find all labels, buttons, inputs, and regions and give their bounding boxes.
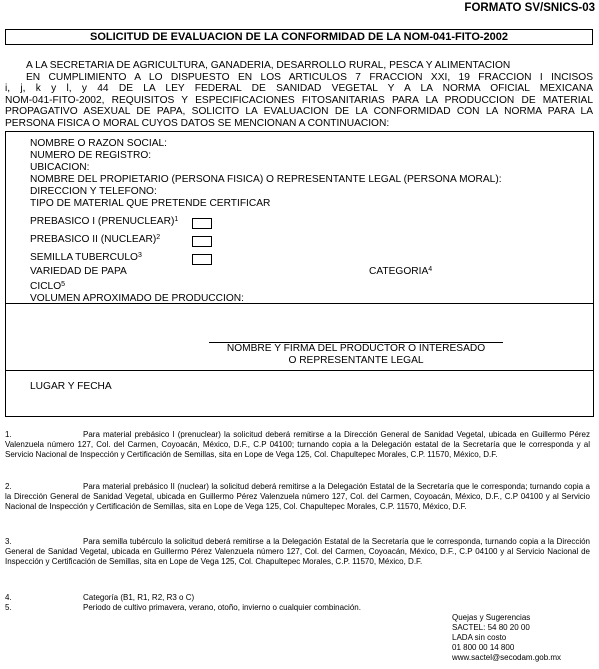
intro-line-5: PROPAGATIVO ASEXUAL DE PAPA, SOLICITO LA EVALUACION DE LA CONFORMIDAD CON LA NORMA PARA LA (5, 106, 593, 118)
formato-code: FORMATO SV/SNICS-03 (464, 2, 595, 14)
field-variedad-papa[interactable]: VARIEDAD DE PAPA (30, 266, 127, 277)
contact-line: SACTEL: 54 80 20 00 (452, 623, 530, 632)
footnote-1: 1. Para material prebásico I (prenuclear) la solicitud deberá remitirse a la Dirección General de Sanidad Vegetal, ubicada en Guillermo Pérez Valenzuela número 127, Col. del Carmen, Coyoacán, México, D.F., C.P 04100; turnando copia a la Delegación estatal de la Secretaría que le corresponda y al Servicio Nacional de Inspección y Certificación de Semillas, sita en Lope de Vega 125, Col. Chapultepec Morales, C.P. 11570, México, D.F. (5, 430, 590, 459)
contact-line: Quejas y Sugerencias (452, 613, 531, 622)
checkbox-prebasico-2[interactable] (192, 236, 212, 247)
contact-email-link[interactable]: www.sactel@secodam.gob.mx (452, 653, 562, 662)
field-direccion[interactable]: DIRECCION Y TELEFONO: (30, 186, 157, 197)
checkbox-semilla-tuberculo[interactable] (192, 254, 212, 265)
field-lugar-fecha[interactable]: LUGAR Y FECHA (30, 381, 112, 392)
footnote-4: 4. Categoría (B1, R1, R2, R3 o C) (5, 593, 195, 602)
intro-line-1: A LA SECRETARIA DE AGRICULTURA, GANADERIA, DESARROLLO RURAL, PESCA Y ALIMENTACION (26, 60, 511, 71)
application-form (5, 131, 594, 417)
form-divider (6, 370, 593, 371)
field-tipo-material: TIPO DE MATERIAL QUE PRETENDE CERTIFICAR (30, 198, 271, 209)
intro-line-4: NOM-041-FITO-2002, REQUISITOS Y ESPECIFICACIONES FITOSANITARIAS PARA LA PRODUCCION DE MATERIAL (5, 94, 593, 106)
intro-line-6: PERSONA FISICA O MORAL CUYOS DATOS SE MENCIONAN A CONTINUACION: (5, 117, 390, 129)
field-nombre-razon[interactable]: NOMBRE O RAZON SOCIAL: (30, 138, 167, 149)
intro-line-2: EN CUMPLIMIENTO A LO DISPUESTO EN LOS ARTICULOS 7 FRACCION XXI, 19 FRACCION I INCISOS (26, 71, 593, 83)
form-title: SOLICITUD DE EVALUACION DE LA CONFORMIDAD DE LA NOM-041-FITO-2002 (5, 29, 593, 45)
intro-line-3: i, j, k y l, y 44 DE LA LEY FEDERAL DE SANIDAD VEGETAL Y A LA NORMA OFICIAL MEXICANA (5, 83, 593, 95)
contact-line: LADA sin costo (452, 633, 507, 642)
signature-caption-1: NOMBRE Y FIRMA DEL PRODUCTOR O INTERESADO (226, 343, 486, 354)
checkbox-prebasico-1[interactable] (192, 218, 212, 229)
field-categoria[interactable]: CATEGORIA$^4$ (369, 266, 433, 277)
footnote-5: 5. Periodo de cultivo primavera, verano, otoño, invierno o cualquier combinación. (5, 603, 361, 612)
label-semilla-tuberculo: SEMILLA TUBERCULO$^3$ (30, 252, 142, 263)
field-ciclo[interactable]: CICLO$^5$ (30, 281, 66, 292)
intro-text (5, 60, 593, 130)
form-divider (6, 303, 593, 304)
field-volumen[interactable]: VOLUMEN APROXIMADO DE PRODUCCION: (30, 293, 244, 304)
footnote-2: 2. Para material prebásico II (nuclear) la solicitud deberá remitirse a la Delegación Estatal de la Secretaría que le corresponda; turnando copia a la Dirección General de Sanidad Vegetal, ubicada en Guillermo Pérez Valenzuela número 127, Col. del Carmen, Coyoacán, México, D.F., C.P 04100 y al Servicio Nacional de Inspección y Certificación de Semillas, sita en Lope de Vega 125, Col. Chapultepec Morales, C.P. 11570, México, D.F. (5, 482, 590, 511)
contact-info (452, 613, 561, 663)
label-prebasico-1: PREBASICO I (PRENUCLEAR)$^1$ (30, 216, 179, 227)
field-numero-registro[interactable]: NUMERO DE REGISTRO: (30, 150, 152, 161)
label-prebasico-2: PREBASICO II (NUCLEAR)$^2$ (30, 234, 161, 245)
field-ubicacion[interactable]: UBICACION: (30, 162, 90, 173)
signature-caption-2: O REPRESENTANTE LEGAL (288, 355, 424, 366)
field-nombre-propietario[interactable]: NOMBRE DEL PROPIETARIO (PERSONA FISICA) O REPRESENTANTE LEGAL (PERSONA MORAL): (30, 174, 502, 185)
footnote-3: 3. Para semilla tubérculo la solicitud deberá remitirse a la Delegación Estatal de la Secretaría que le corresponda, turnando copia a la Dirección General de Sanidad Vegetal, ubicada en Guillermo Pérez Valenzuela número 127, Col. del Carmen, Coyoacán, México, D.F., C.P 04100 y al Servicio Nacional de Inspección y Certificación de Semillas, sita en Lope de Vega 125, Col. Chapultepec Morales, C.P. 11570, México, D.F. (5, 537, 590, 566)
contact-line: 01 800 00 14 800 (452, 643, 515, 652)
